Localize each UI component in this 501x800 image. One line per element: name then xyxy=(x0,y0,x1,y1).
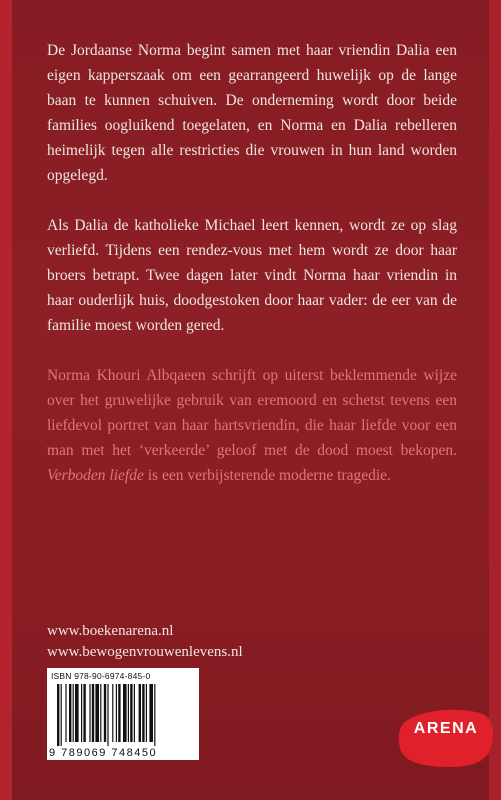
barcode-bar xyxy=(75,684,79,742)
left-edge-strip xyxy=(0,0,12,800)
barcode-bar xyxy=(149,684,153,742)
barcode-bar xyxy=(116,684,117,742)
barcode-bar xyxy=(95,684,99,742)
arena-logo-icon xyxy=(396,707,496,769)
barcode-bar xyxy=(142,684,144,742)
barcode-bars-icon xyxy=(57,684,191,746)
blurb-paragraph-3-text: Norma Khouri Albqaeen schrijft op uiterst beklemmende wijze over het gruwelijke gebruik van eremoord en schetst tevens een liefdevol portret van haar hartsvriendin, die haar liefde voor een man met het ‘verkeerde’ geloof met de dood moest bekopen. xyxy=(47,367,457,459)
blurb-paragraph-2: Als Dalia de katholieke Michael leert kennen, wordt ze op slag verliefd. Tijdens een rendez-vous met hem wordt ze door haar broers betrapt. Twee dagen later vindt Norma haar vriendin in haar ouderlijk huis, doodgestoken door haar vader: de eer van de familie moest worden gered. xyxy=(47,217,457,334)
barcode-bar xyxy=(73,684,74,742)
website-links xyxy=(47,621,347,663)
barcode-bar xyxy=(81,684,82,742)
isbn-label: ISBN 978-90-6974-845-0 xyxy=(51,671,151,681)
book-title-italic: Verboden liefde xyxy=(47,467,144,484)
blurb-paragraph-1: De Jordaanse Norma begint samen met haar vriendin Dalia een eigen kapperszaak om een gearrangeerd huwelijk op de lange baan te kunnen schuiven. De onderneming wordt door beide families oogluikend toegelaten, en Norma en Dalia rebelleren heimelijk tegen alle restricties die vrouwen in hun land worden opgelegd. xyxy=(47,42,457,184)
barcode-bar xyxy=(130,684,132,742)
barcode-bar xyxy=(134,684,135,742)
barcode-bar xyxy=(100,684,101,742)
barcode-bar xyxy=(139,684,141,742)
website-link-1[interactable]: www.boekenarena.nl xyxy=(47,623,174,639)
barcode-bar xyxy=(104,684,106,742)
barcode-bar xyxy=(123,684,127,742)
barcode-bar xyxy=(61,684,62,746)
barcode-bar xyxy=(92,684,94,742)
barcode-bar xyxy=(146,684,147,742)
blurb-text xyxy=(47,38,457,513)
blurb-paragraph-3-tail: is een verbijsterende moderne tragedie. xyxy=(143,467,391,484)
barcode-bar xyxy=(112,684,113,742)
right-edge-strip xyxy=(489,0,501,800)
barcode-bar xyxy=(154,684,155,746)
barcode-digits: 9 789069 748450 xyxy=(49,747,158,759)
barcode-bar xyxy=(118,684,120,742)
barcode-bar xyxy=(128,684,129,742)
publisher-logo-text: ARENA xyxy=(413,720,479,737)
barcode-bar xyxy=(57,684,59,746)
barcode-bar xyxy=(107,684,108,746)
barcode-bar xyxy=(83,684,85,742)
barcode-bar xyxy=(89,684,90,742)
blurb-paragraph-3 xyxy=(47,363,457,488)
barcode-bar xyxy=(65,684,66,742)
isbn-barcode xyxy=(47,668,199,760)
website-link-2[interactable]: www.bewogenvrouwenlevens.nl xyxy=(47,644,243,660)
barcode-bar xyxy=(69,684,71,742)
